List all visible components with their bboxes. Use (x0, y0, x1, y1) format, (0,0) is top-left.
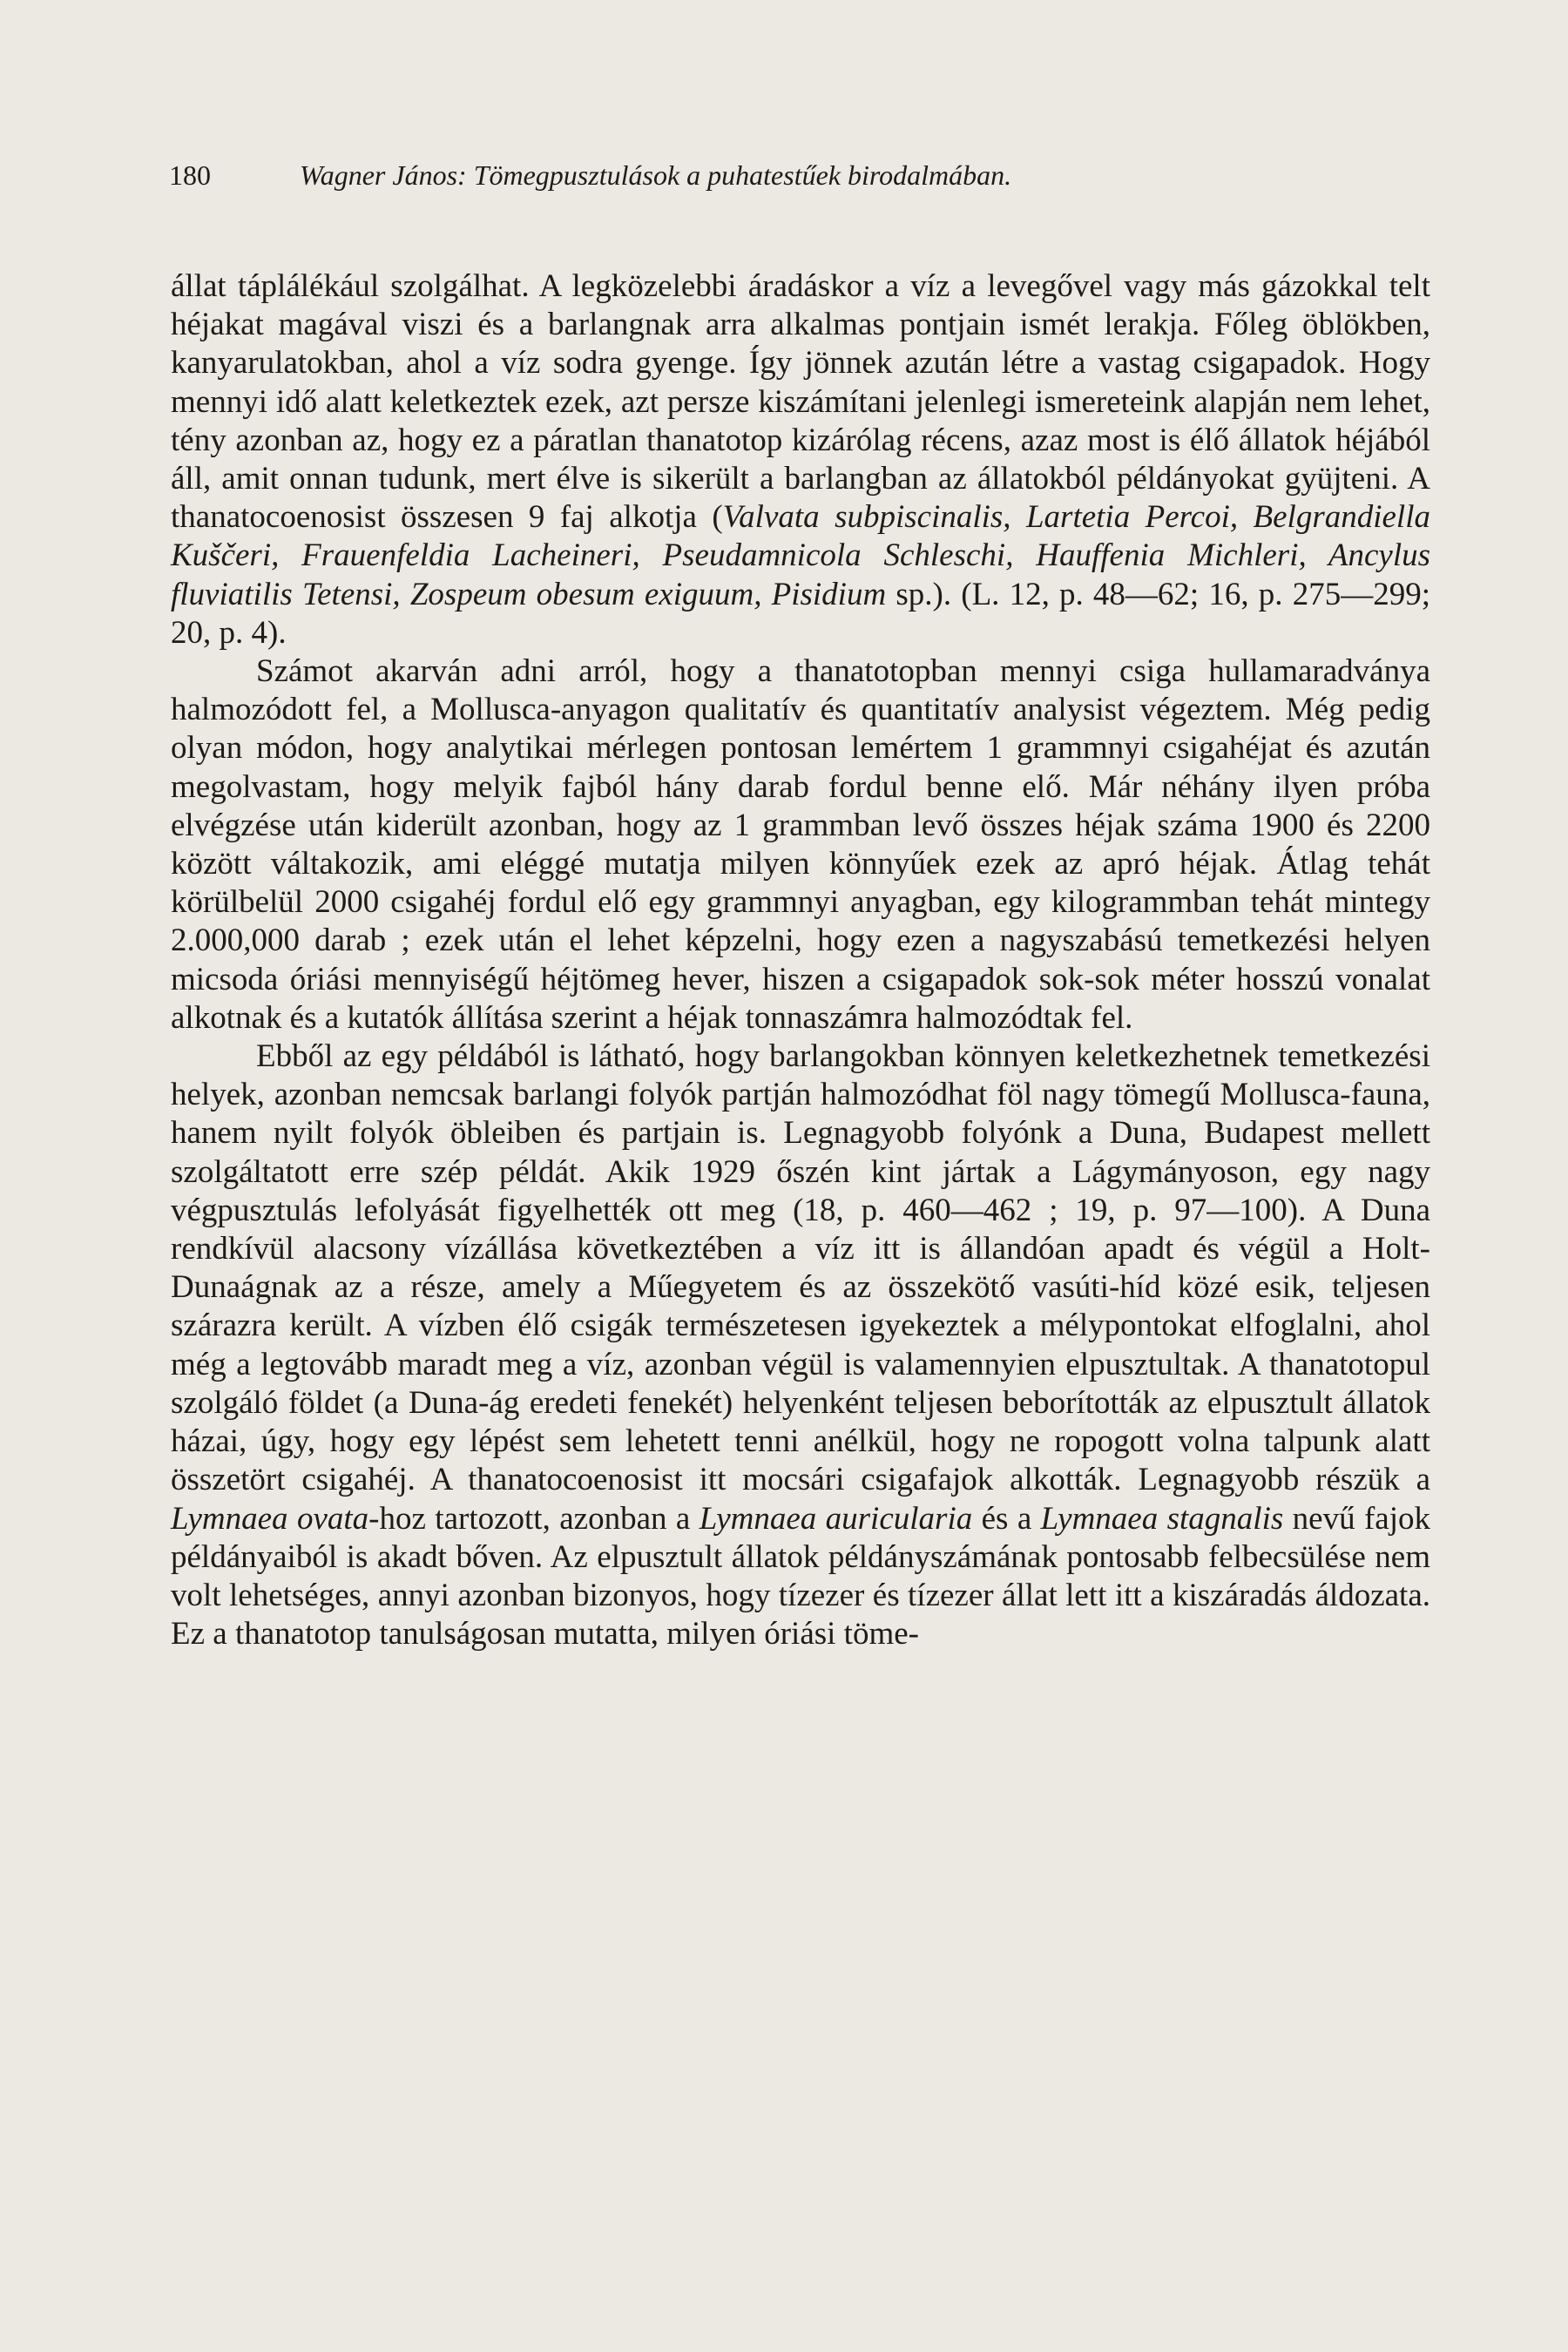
text-run: Számot akarván adni arról, hogy a thanatotopban mennyi csiga hullamaradványa halmozódott fel, a Mollusca-anyagon qualitatív és quantitatív analysist végeztem. Még pedig olyan módon, hogy analytikai mérlegen pontosan lemértem 1 grammnyi csigahéjat és azután megolvastam, hogy melyik fajból hány darab fordul benne elő. Már néhány ilyen próba elvégzése után kiderült azonban, hogy az 1 grammban levő összes héjak száma 1900 és 2200 között váltakozik, ami eléggé mutatja milyen könnyűek ezek az apró héjak. Átlag tehát körülbelül 2000 csigahéj fordul elő egy grammnyi anyagban, egy kilogrammban tehát mintegy 2.000,000 darab ; ezek után el lehet képzelni, hogy ezen a nagyszabású temetkezési helyen micsoda óriási mennyiségű héjtömeg hever, hiszen a csigapadok sok-sok méter hosszú vonalat alkotnak és a kutatók állítása szerint a héjak tonnaszámra halmozódtak fel. (171, 653, 1430, 1036)
page-header (169, 153, 1450, 197)
paragraph-danube-example (171, 1037, 1430, 1653)
text-run: -hoz tartozott, azonban a (368, 1500, 700, 1537)
text-run: nevű fajok példányaiból is akadt bőven. Az elpusztult állatok példányszámának pontosabb felbecsülése nem volt lehetséges, annyi azonban bizonyos, hogy tízezer és tízezer állat lett itt a kiszáradás áldozata. Ez a thanatotop tanulságosan mutatta, milyen óriási töme- (171, 1500, 1430, 1652)
paragraph-continued (171, 267, 1430, 652)
paragraph-analysis (171, 652, 1430, 1037)
text-run: és a (972, 1500, 1041, 1537)
text-run: állat táplálékául szolgálhat. A legközelebbi áradáskor a víz a levegővel vagy más gázokkal telt héjakat magával viszi és a barlangnak arra alkalmas pontjain ismét lerakja. Főleg öblökben, kanyarulatokban, ahol a víz sodra gyenge. Így jönnek azután létre a vastag csigapadok. Hogy mennyi idő alatt keletkeztek ezek, azt persze kiszámítani jelenlegi ismereteink alapján nem lehet, tény azonban az, hogy ez a páratlan thanatotop kizárólag récens, azaz most is élő állatok héjából áll, amit onnan tudunk, mert élve is sikerült a barlangban az állatokból példányokat gyüjteni. A thanatocoenosist összesen 9 faj alkotja ( (171, 268, 1430, 536)
text-run: sp.). (L. 12, p. 48—62; 16, p. 275—299; 20, p. 4). (171, 576, 1430, 651)
species-name: Lymnaea stagnalis (1040, 1500, 1284, 1537)
text-run: Ebből az egy példából is látható, hogy barlangokban könnyen keletkezhetnek temetkezési helyek, azonban nemcsak barlangi folyók partján halmozódhat föl nagy tömegű Mollusca-fauna, hanem nyilt folyók öbleiben és partjain is. Legnagyobb folyónk a Duna, Budapest mellett szolgáltatott erre szép példát. Akik 1929 őszén kint jártak a Lágymányoson, egy nagy végpusztulás lefolyását figyelhették ott meg (18, p. 460—462 ; 19, p. 97—100). A Duna rendkívül alacsony vízállása következtében a víz itt is állandóan apadt és végül a Holt-Dunaágnak az a része, amely a Műegyetem és az összekötő vasúti-híd közé esik, teljesen szárazra került. A vízben élő csigák természetesen igyekeztek a mélypontokat elfoglalni, ahol még a legtovább maradt meg a víz, azonban végül is valamennyien elpusztultak. A thanatotopul szolgáló földet (a Duna-ág eredeti fenekét) helyenként teljesen beborították az elpusztult állatok házai, úgy, hogy egy lépést sem lehetett tenni anélkül, hogy ne ropogott volna talpunk alatt összetört csigahéj. A thanatocoenosist itt mocsári csigafajok alkották. Legnagyobb részük a (171, 1038, 1430, 1498)
species-name: Lymnaea auricularia (699, 1500, 973, 1537)
page-number: 180 (169, 159, 211, 191)
species-list: Valvata subpiscinalis, Lartetia Percoi, Belgrandiella Kuščeri, Frauenfeldia Lacheineri, Pseudamnicola Schleschi, Hauffenia Michleri, Ancylus fluviatilis Tetensi, Zospeum obesum exiguum, Pisidium (171, 499, 1430, 612)
running-title: Wagner János: Tömegpusztulások a puhatestűek birodalmában. (300, 159, 1012, 191)
body-text (171, 267, 1430, 1653)
species-name: Lymnaea ovata (171, 1500, 369, 1537)
